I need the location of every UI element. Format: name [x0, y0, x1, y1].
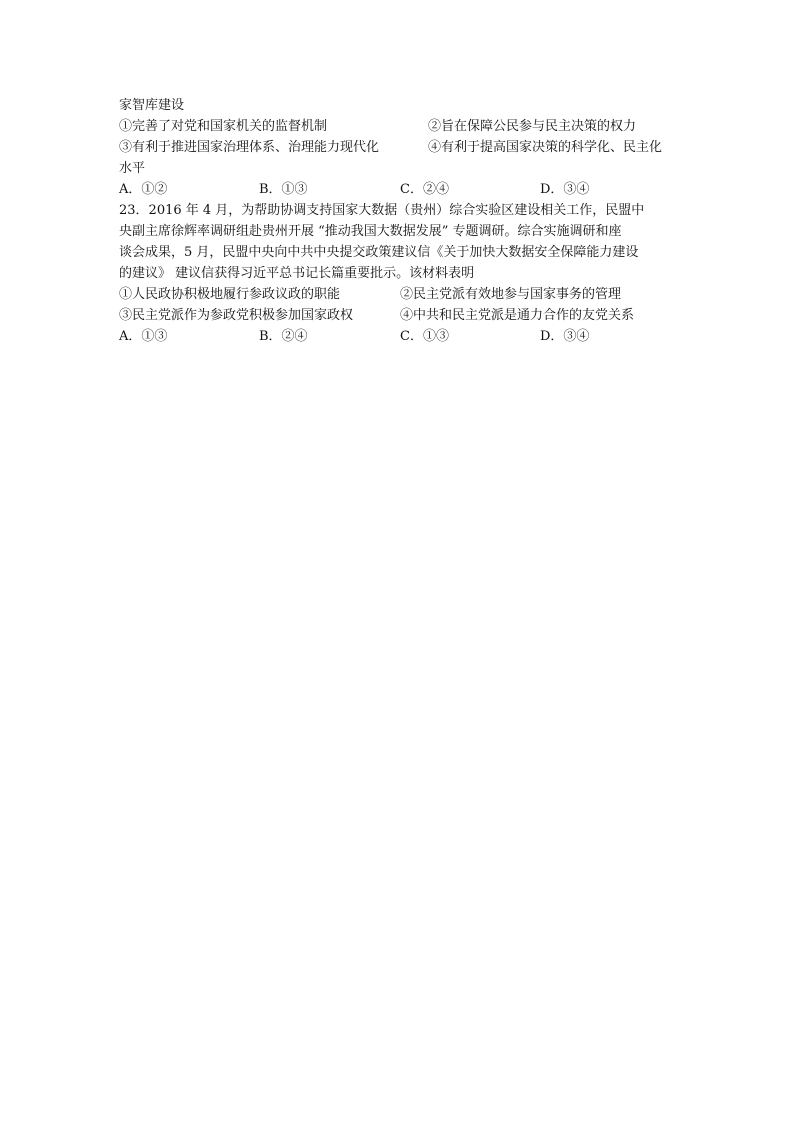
q22-options-row: [119, 179, 681, 200]
q22-lead-in: 家智库建设: [119, 98, 185, 113]
q22-statements-row-1: [119, 116, 681, 137]
q23-statement-3: ③民主党派作为参政党积极参加国家政权: [119, 308, 354, 323]
q23-statement-1: ①人民政协积极地履行参政议政的职能: [119, 287, 341, 302]
q23-stem-line-1: 23．2016 年 4 月，为帮助协调支持国家大数据（贵州）综合实验区建设相关工作，民盟中: [119, 203, 645, 218]
q22-option-a: A．①②: [119, 182, 168, 197]
q23-option-c: C．①③: [400, 329, 449, 344]
q23-option-a: A．①③: [119, 329, 168, 344]
q23-option-d: D．③④: [540, 329, 590, 344]
q23-stem-line-3: 谈会成果，5 月，民盟中央向中共中央提交政策建议信《关于加快大数据安全保障能力建设: [119, 245, 639, 260]
q22-option-c: C．②④: [400, 182, 449, 197]
q23-statements-row-2: [119, 305, 681, 326]
q22-statements-row-2: [119, 137, 681, 158]
q22-statement-1: ①完善了对党和国家机关的监督机制: [119, 119, 328, 134]
q23-statement-2: ②民主党派有效地参与国家事务的管理: [400, 287, 622, 302]
q23-statements-row-1: [119, 284, 681, 305]
q23-option-b: B．②④: [259, 329, 308, 344]
q22-option-b: B．①③: [259, 182, 308, 197]
q22-statement-3: ③有利于推进国家治理体系、治理能力现代化: [119, 140, 380, 155]
q23-stem-line-4: 的建议》 建议信获得习近平总书记长篇重要批示。该材料表明: [119, 266, 475, 281]
q22-statement-2: ②旨在保障公民参与民主决策的权力: [428, 119, 637, 134]
q23-stem-line-2: 央副主席徐辉率调研组赴贵州开展 “推动我国大数据发展” 专题调研。综合实施调研和座: [119, 224, 622, 239]
q22-option-d: D．③④: [540, 182, 590, 197]
q23-statement-4: ④中共和民主党派是通力合作的友党关系: [400, 308, 635, 323]
q22-statement-4: ④有利于提高国家决策的科学化、民主化: [428, 140, 663, 155]
q22-statement-4-continued: 水平: [119, 161, 146, 176]
document-page: [119, 95, 681, 347]
q23-options-row: [119, 326, 681, 347]
